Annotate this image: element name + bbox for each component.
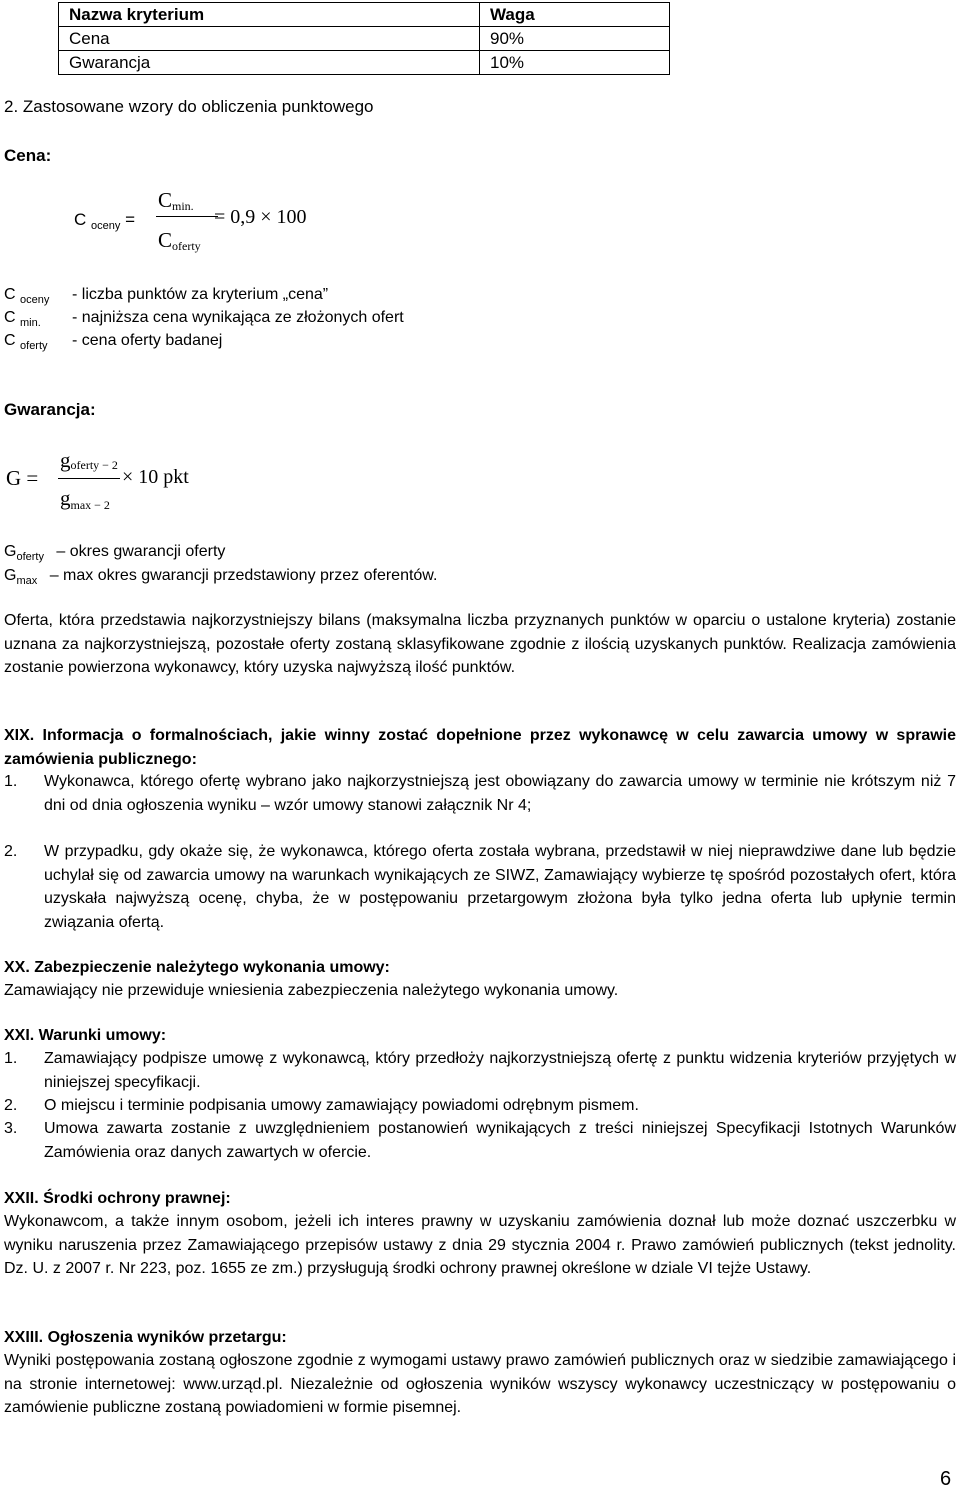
section-xx-text: Zamawiający nie przewiduje wniesienia zabezpieczenia należytego wykonania umowy.	[4, 982, 619, 999]
oferta-paragraph: Oferta, która przedstawia najkorzystniejszy bilans (maksymalna liczba przyznanych punktów w oparciu o ustalone kryteria) zostanie uznana za najkorzystniejszą, pozostałe oferty zostaną sklasyfikowane zgodnie z ilością uzyskanych punktów. Realizacja zamówienia zostanie powierzona wykonawcy, który uzyska najwyższą ilość punktów.	[4, 612, 956, 676]
list-item: 1. Wykonawca, którego ofertę wybrano jako najkorzystniejszą jest obowiązany do zawarcia umowy w terminie nie krótszym niż 7 dni od dnia ogłoszenia wyniku – wzór umowy stanowi załącznik Nr 4;	[4, 773, 956, 814]
formula-numerator: goferty − 2	[60, 448, 118, 472]
table-cell: 10%	[480, 51, 670, 75]
section-xxii-heading: XXII. Środki ochrony prawnej:	[4, 1190, 231, 1207]
formula-denominator: gmax − 2	[60, 486, 110, 512]
section-2-title: 2. Zastosowane wzory do obliczenia punktowego	[4, 97, 374, 116]
formula-rhs: = 0,9 × 100	[214, 206, 307, 228]
definition-row: $G_{max}$ – max okres gwarancji przedstawiony przez oferentów.	[4, 567, 438, 587]
section-xx-heading: XX. Zabezpieczenie należytego wykonania umowy:	[4, 959, 390, 976]
definition-row: C $_{oceny}$ - liczba punktów za kryterium „cena”	[4, 286, 329, 306]
cena-heading: Cena:	[4, 146, 52, 165]
section-xxii-text: Wykonawcom, a także innym osobom, jeżeli ich interes prawny w uzyskaniu zamówienia doznał lub może doznać uszczerbku w wyniku naruszenia przez Zamawiającego przepisów ustawy z dnia 29 stycznia 2004 r. Prawo zamówień publicznych (tekst jednolity. Dz. U. z 2007 r. Nr 223, poz. 1655 ze zm.) przysługują środki ochrony prawnej określone w dziale VI tejże Ustawy.	[4, 1213, 956, 1277]
fraction-bar	[58, 478, 120, 479]
definition-row: C $_{oferty}$ - cena oferty badanej	[4, 332, 223, 352]
formula-denominator: Coferty	[158, 228, 201, 253]
list-item: 1. Zamawiający podpisze umowę z wykonawcą, który przedłoży najkorzystniejszą ofertę z punktu widzenia kryteriów przyjętych w niniejszej specyfikacji.	[4, 1050, 956, 1091]
formula-rhs: × 10 pkt	[122, 466, 189, 488]
section-xxi-heading: XXI. Warunki umowy:	[4, 1027, 167, 1044]
gwarancja-heading: Gwarancja:	[4, 400, 96, 419]
list-item: 3. Umowa zawarta zostanie z uwzględnieniem postanowień wynikających z treści niniejszej Specyfikacji Istotnych Warunków Zamówienia oraz danych zawartych w ofercie.	[4, 1120, 956, 1161]
formula-lhs: C $_{oceny}$ =	[74, 210, 136, 232]
section-xxiii-heading: XXIII. Ogłoszenia wyników przetargu:	[4, 1329, 287, 1346]
fraction-bar	[156, 216, 218, 217]
section-xix-heading: XIX. Informacja o formalnościach, jakie winny zostać dopełnione przez wykonawcę w celu zawarcia umowy w sprawie zamówienia publicznego:	[4, 727, 956, 768]
formula-numerator: Cmin.	[158, 188, 194, 213]
criteria-table	[58, 2, 670, 75]
definition-row: C $_{min.}$ - najniższa cena wynikająca ze złożonych ofert	[4, 309, 404, 329]
section-xxiii-text: Wyniki postępowania zostaną ogłoszone zgodnie z wymogami ustawy prawo zamówień publicznych oraz w siedzibie zamawiającego i na stronie internetowej: www.urząd.pl. Niezależnie od ogłoszenia wyników wszyscy wykonawcy uczestniczący w postępowaniu o zamówienie publiczne zostaną powiadomieni w formie pisemnej.	[4, 1352, 956, 1416]
table-header-cell: Nazwa kryterium	[59, 3, 480, 27]
table-header-row	[59, 3, 670, 27]
list-item: 2. W przypadku, gdy okaże się, że wykonawca, którego oferta została wybrana, przedstawił w niej nieprawdziwe dane lub będzie uchylał się od zawarcia umowy na warunkach wynikających ze SIWZ, Zamawiający wybierze tę spośród pozostałych ofert, która uzyskała najwyższą ocenę, chyba, że w postępowaniu przetargowym złożona była tylko jedna oferta lub upłynie termin związania ofertą.	[4, 843, 956, 931]
definition-row: $G_{oferty}$ – okres gwarancji oferty	[4, 543, 226, 563]
formula-lhs: G =	[6, 466, 39, 490]
table-row	[59, 51, 670, 75]
page-number: 6	[940, 1468, 952, 1490]
table-cell: Cena	[59, 27, 480, 51]
table-cell: 90%	[480, 27, 670, 51]
table-row	[59, 27, 670, 51]
table-header-cell: Waga	[480, 3, 670, 27]
table-cell: Gwarancja	[59, 51, 480, 75]
list-item: 2. O miejscu i terminie podpisania umowy zamawiający powiadomi odrębnym pismem.	[4, 1097, 639, 1114]
